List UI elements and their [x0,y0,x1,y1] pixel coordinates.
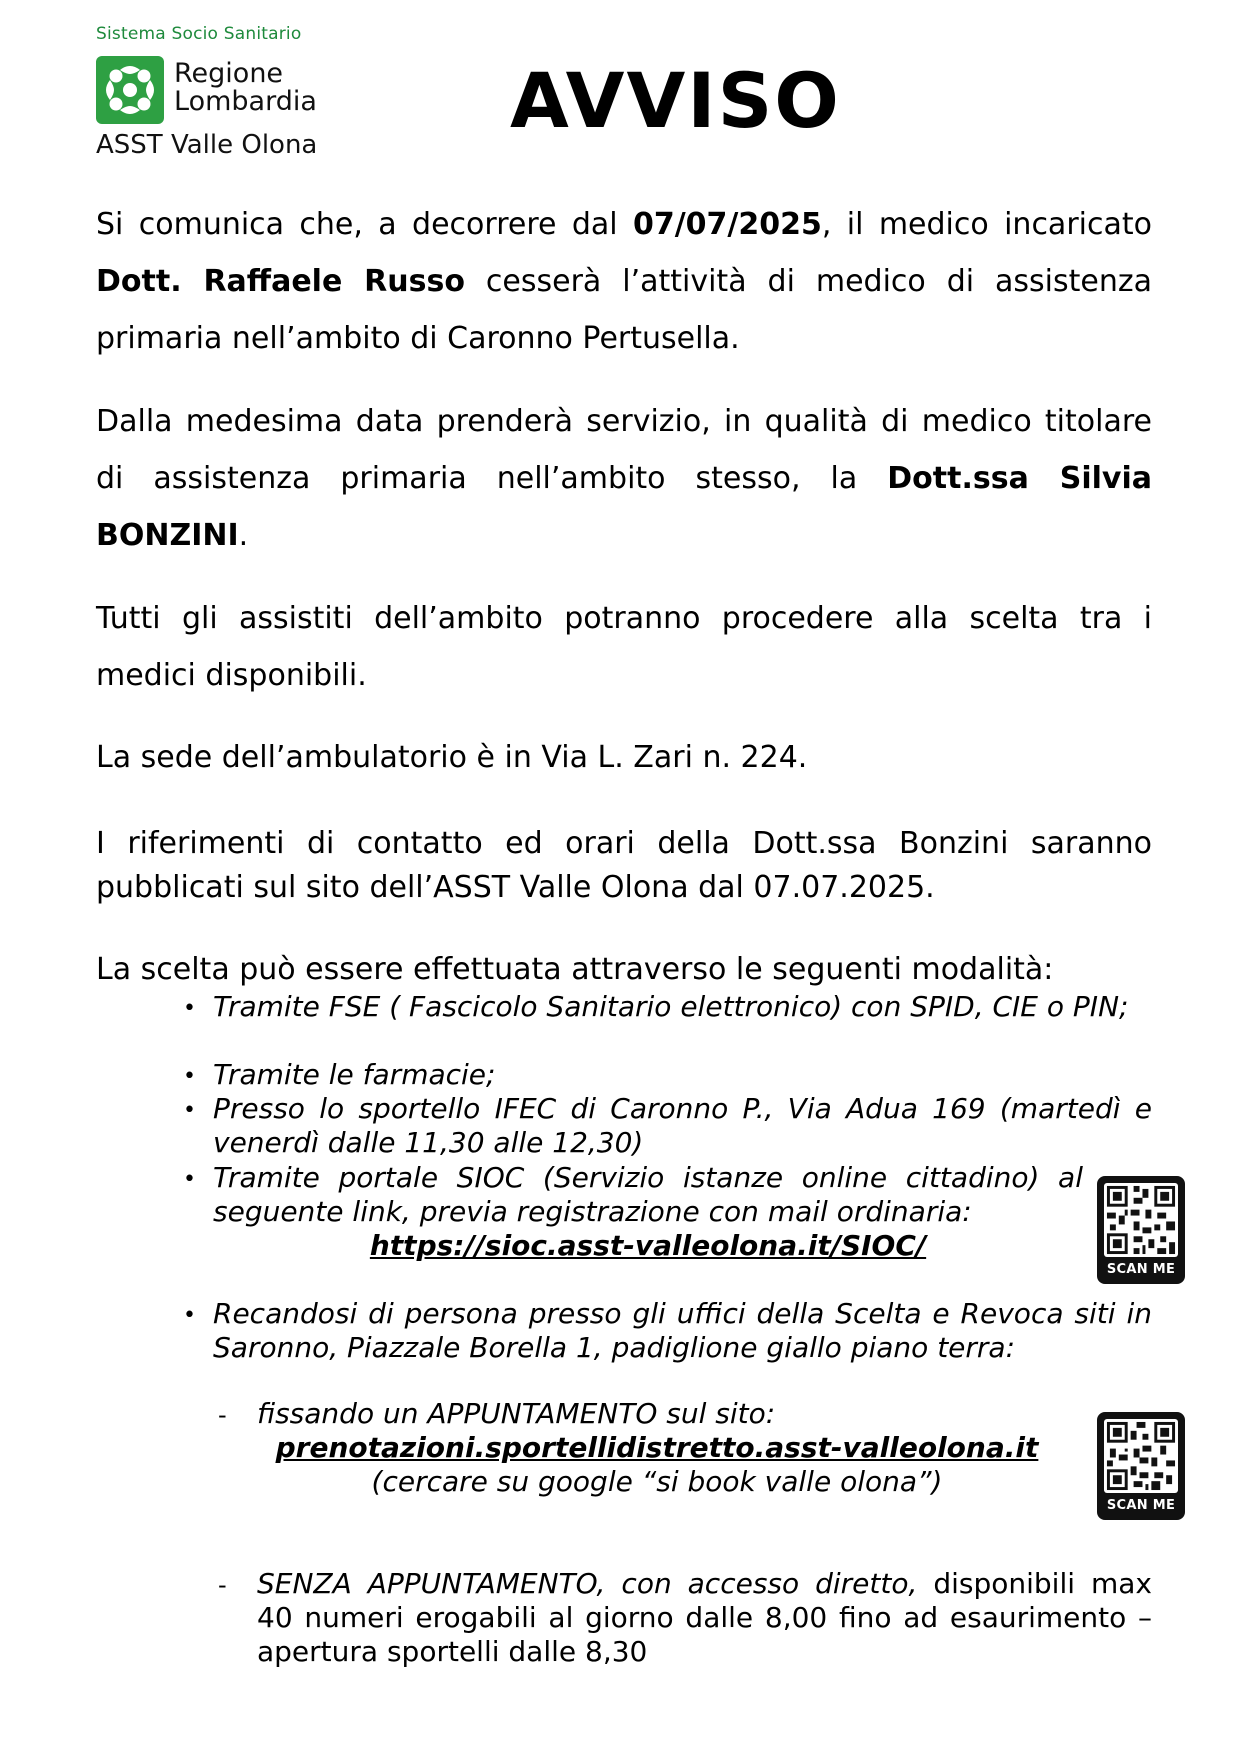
bullet-dot: • [183,1303,196,1328]
bullet-ifec: Presso lo sportello IFEC di Caronno P., Via Adua 169 (martedì e venerdì dalle 11,30 alle 12,30) [213,1092,1152,1159]
p2-text-b: . [238,518,249,553]
qr-code-icon [1104,1419,1178,1493]
bullet-sioc: Tramite portale SIOC (Servizio istanze online cittadino) al seguente link, previa registrazione con mail ordinaria: [213,1161,1083,1228]
p1-text-b: , il medico incaricato [821,207,1152,242]
qr-code-sioc[interactable] [1097,1176,1185,1284]
regione-line-2: Lombardia [174,86,317,117]
p2-text-a: Dalla medesima data prenderà servizio, in qualità di medico titolare di assistenza primaria nell’ambito stesso, la [96,404,1152,496]
qr-label: SCAN ME [1106,1498,1176,1513]
asst-label: ASST Valle Olona [96,130,318,160]
qr-label: SCAN ME [1106,1262,1176,1277]
paragraph-contacts: I riferimenti di contatto ed orari della Dott.ssa Bonzini saranno pubblicati sul sito dell’ASST Valle Olona dal 07.07.2025. [96,826,1152,905]
sub-item-dash: - [218,1571,227,1599]
bullet-fse: Tramite FSE ( Fascicolo Sanitario elettronico) con SPID, CIE o PIN; [213,990,1129,1023]
walkin-italic: SENZA APPUNTAMENTO, con accesso diretto, [257,1567,918,1600]
bullet-in-person: Recandosi di persona presso gli uffici della Scelta e Revoca siti in Saronno, Piazzale Borella 1, padiglione giallo piano terra: [213,1297,1152,1364]
walkin-rest: disponibili max 40 numeri erogabili al giorno dalle 8,00 fino ad esaurimento – apertura sportelli dalle 8,30 [257,1567,1152,1668]
p1-doctor: Dott. Raffaele Russo [96,264,465,299]
regione-logo-text [174,60,317,116]
p1-date: 07/07/2025 [632,207,822,242]
regione-line-1: Regione [174,58,284,89]
paragraph-choice: Tutti gli assistiti dell’ambito potranno procedere alla scelta tra i medici disponibili. [96,601,1152,693]
regione-lombardia-logo-icon [96,56,164,124]
p1-text-a: Si comunica che, a decorrere dal [96,207,633,242]
sub-item-dash: - [218,1401,227,1429]
sistema-label: Sistema Socio Sanitario [96,24,302,44]
p2-doctor: Dott.ssa Silvia BONZINI [96,461,1153,553]
bullet-pharmacies: Tramite le farmacie; [213,1058,496,1091]
sub-item-walkin [257,1567,1152,1669]
bullet-dot: • [183,1098,196,1123]
bullet-dot: • [183,996,196,1021]
paragraph-cessation [96,196,1152,367]
paragraph-new-doctor [96,393,1152,564]
sioc-link[interactable]: https://sioc.asst-valleolona.it/SIOC/ [369,1229,927,1262]
qr-code-booking[interactable] [1097,1412,1185,1520]
page-title: AVVISO [510,56,841,145]
sub-item-appointment: fissando un APPUNTAMENTO sul sito: [257,1397,776,1430]
google-hint: (cercare su google “si book valle olona”) [371,1465,943,1498]
p1-text-c: cesserà l’attività di medico di assistenza primaria nell’ambito di Caronno Pertusella. [96,264,1152,356]
paragraph-location: La sede dell’ambulatorio è in Via L. Zari n. 224. [96,740,808,775]
booking-link[interactable]: prenotazioni.sportellidistretto.asst-valleolona.it [275,1431,1039,1464]
qr-code-icon [1104,1183,1178,1257]
bullet-dot: • [183,1167,196,1192]
paragraph-modes-intro: La scelta può essere effettuata attraverso le seguenti modalità: [96,952,1054,987]
bullet-dot: • [183,1064,196,1089]
